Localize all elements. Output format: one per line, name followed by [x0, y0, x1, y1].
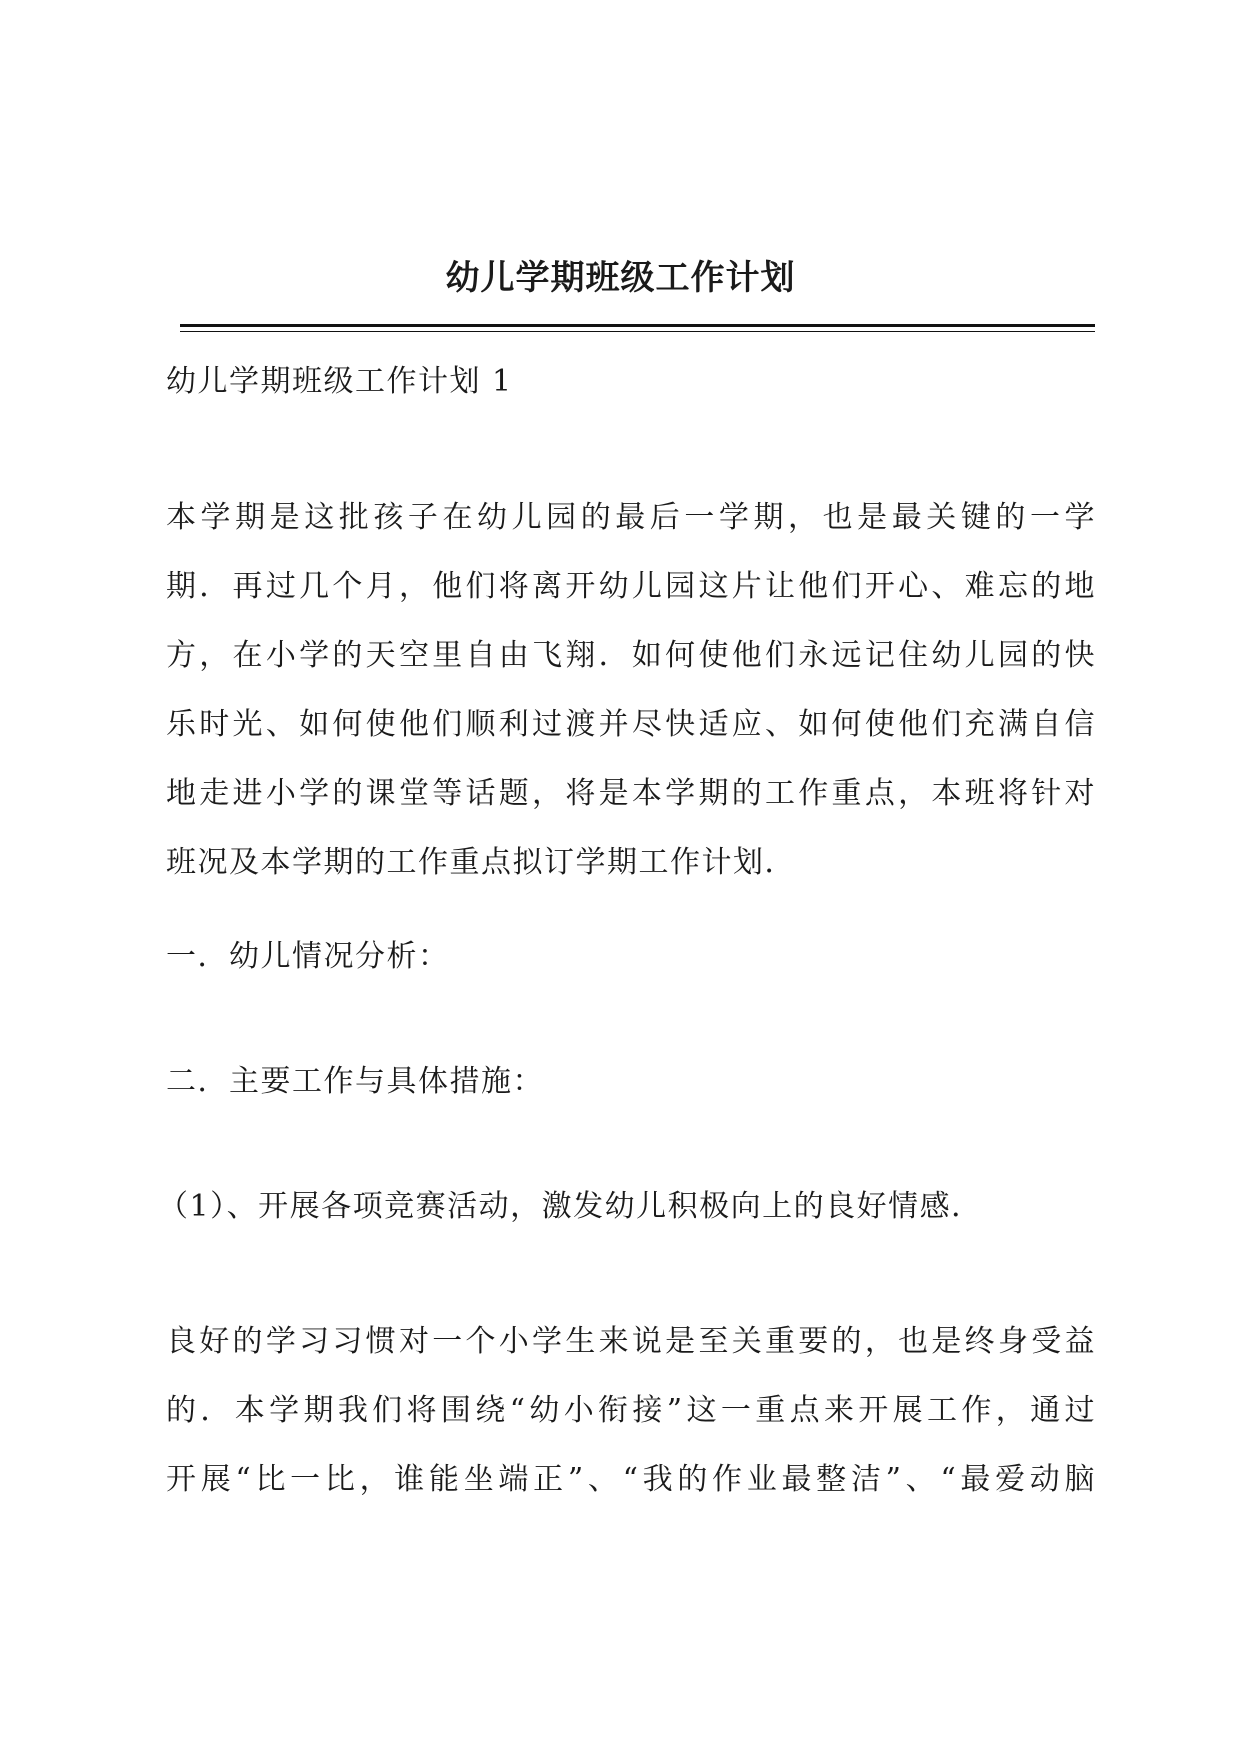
item1-paragraph — [166, 1307, 1096, 1514]
intro-line: 期．再过几个月，他们将离开幼儿园这片让他们开心、难忘的地 — [166, 569, 1096, 604]
intro-line: 方，在小学的天空里自由飞翔．如何使他们永远记住幼儿园的快 — [166, 638, 1096, 673]
document-title: 幼儿学期班级工作计划 — [445, 258, 796, 298]
item1-line: 开展“比一比，谁能坐端正”、“我的作业最整洁”、“最爱动脑 — [166, 1462, 1096, 1497]
item1-line: 的．本学期我们将围绕“幼小衔接”这一重点来开展工作，通过 — [166, 1393, 1096, 1428]
title-divider-thick — [180, 324, 1095, 327]
section-heading-measures: 二．主要工作与具体措施： — [166, 1064, 544, 1099]
intro-line: 乐时光、如何使他们顺利过渡并尽快适应、如何使他们充满自信 — [166, 707, 1096, 742]
intro-line: 本学期是这批孩子在幼儿园的最后一学期，也是最关键的一学 — [166, 500, 1096, 535]
item1-line: 良好的学习习惯对一个小学生来说是至关重要的，也是终身受益 — [166, 1324, 1096, 1359]
intro-line: 地走进小学的课堂等话题，将是本学期的工作重点，本班将针对 — [166, 776, 1096, 811]
item-heading-competitions: （1）、开展各项竞赛活动，激发幼儿积极向上的良好情感． — [158, 1189, 983, 1224]
intro-paragraph — [166, 483, 1096, 897]
document-subtitle: 幼儿学期班级工作计划 1 — [166, 364, 513, 399]
title-divider-thin — [180, 331, 1095, 332]
intro-line: 班况及本学期的工作重点拟订学期工作计划． — [166, 845, 796, 880]
section-heading-analysis: 一．幼儿情况分析： — [166, 939, 450, 974]
